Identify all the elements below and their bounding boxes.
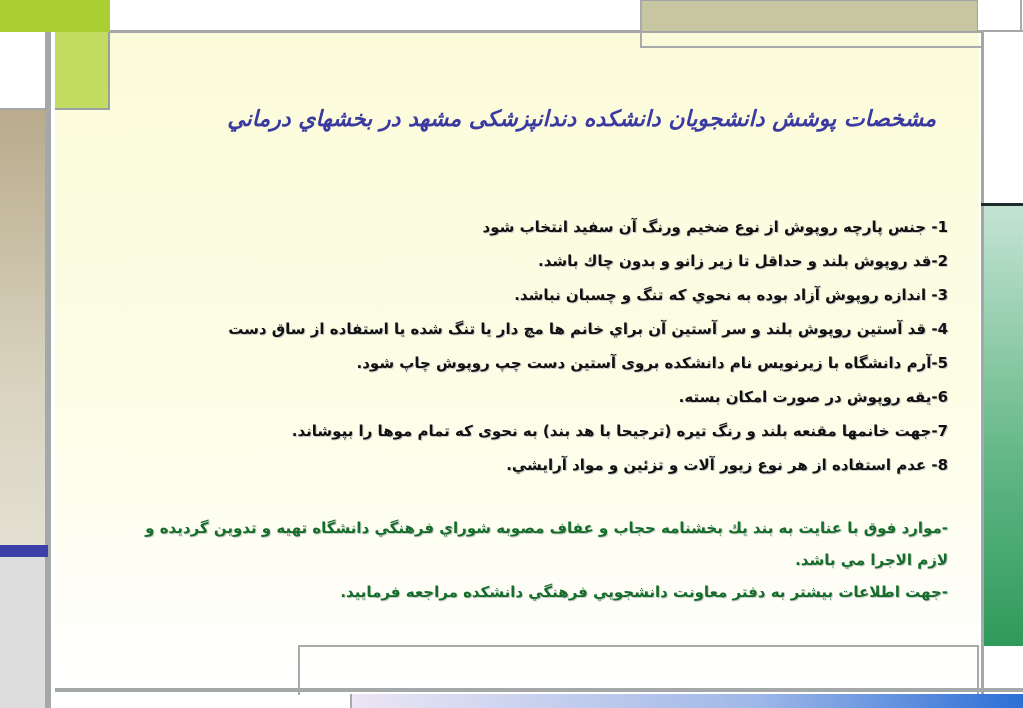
slide-title: مشخصات پوشش دانشجويان دانشكده دندانپزشكی مشهد در بخشهاي درماني [227, 107, 936, 132]
frame-line-left [48, 32, 55, 708]
rule-item: 2-قد روپوش بلند و حداقل تا زير زانو و بدون چاك باشد. [538, 252, 948, 270]
rule-item: 1- جنس پارچه روپوش از نوع ضخيم ورنگ آن سفيد انتخاب شود [482, 218, 948, 236]
rule-item: 6-يقه روپوش در صورت امكان بسته. [678, 388, 948, 406]
decor-green-strip-right [981, 206, 1023, 646]
decor-frame-top-right [640, 0, 1022, 48]
rules-list [140, 210, 948, 482]
decor-blue-gradient-bottom [350, 694, 1023, 708]
decor-tan-strip-left [0, 110, 48, 545]
rule-item: 3- اندازه روپوش آزاد بوده به نحوي كه تنگ و چسبان نباشد. [514, 286, 948, 304]
decor-blue-strip-left [0, 545, 48, 557]
decor-white-block-right [981, 32, 1023, 204]
decor-green-block-top [0, 0, 110, 32]
decor-green-square [55, 32, 110, 110]
rule-item: 7-جهت خانمها مقنعه بلند و رنگ تيره (ترجيحا با هد بند) به نحوی كه تمام موها را بپوشاند. [291, 422, 948, 440]
notes-list [140, 512, 948, 608]
note-item: -جهت اطلاعات بيشتر به دفتر معاونت دانشجويي فرهنگي دانشكده مراجعه فرماييد. [340, 583, 948, 601]
decor-gray-block-left [0, 557, 48, 708]
frame-line-bottom [55, 688, 1023, 692]
rule-item: 8- عدم استفاده از هر نوع زيور آلات و تزئين و مواد آرايشي. [506, 456, 948, 474]
note-item: -موارد فوق با عنايت به بند يك بخشنامه حجاب و عفاف مصوبه شوراي فرهنگي دانشگاه تهيه و تدوين گرديده و لازم الاجرا مي باشد. [145, 519, 948, 569]
rule-item: 5-آرم دانشگاه با زيرنويس نام دانشكده بروی آستين دست چپ روپوش چاپ شود. [356, 354, 948, 372]
decor-white-block-left [0, 32, 48, 110]
rule-item: 4- قد آستين روپوش بلند و سر آستين آن براي خانم ها مچ دار يا تنگ شده يا استفاده از ساق دست [228, 320, 948, 338]
